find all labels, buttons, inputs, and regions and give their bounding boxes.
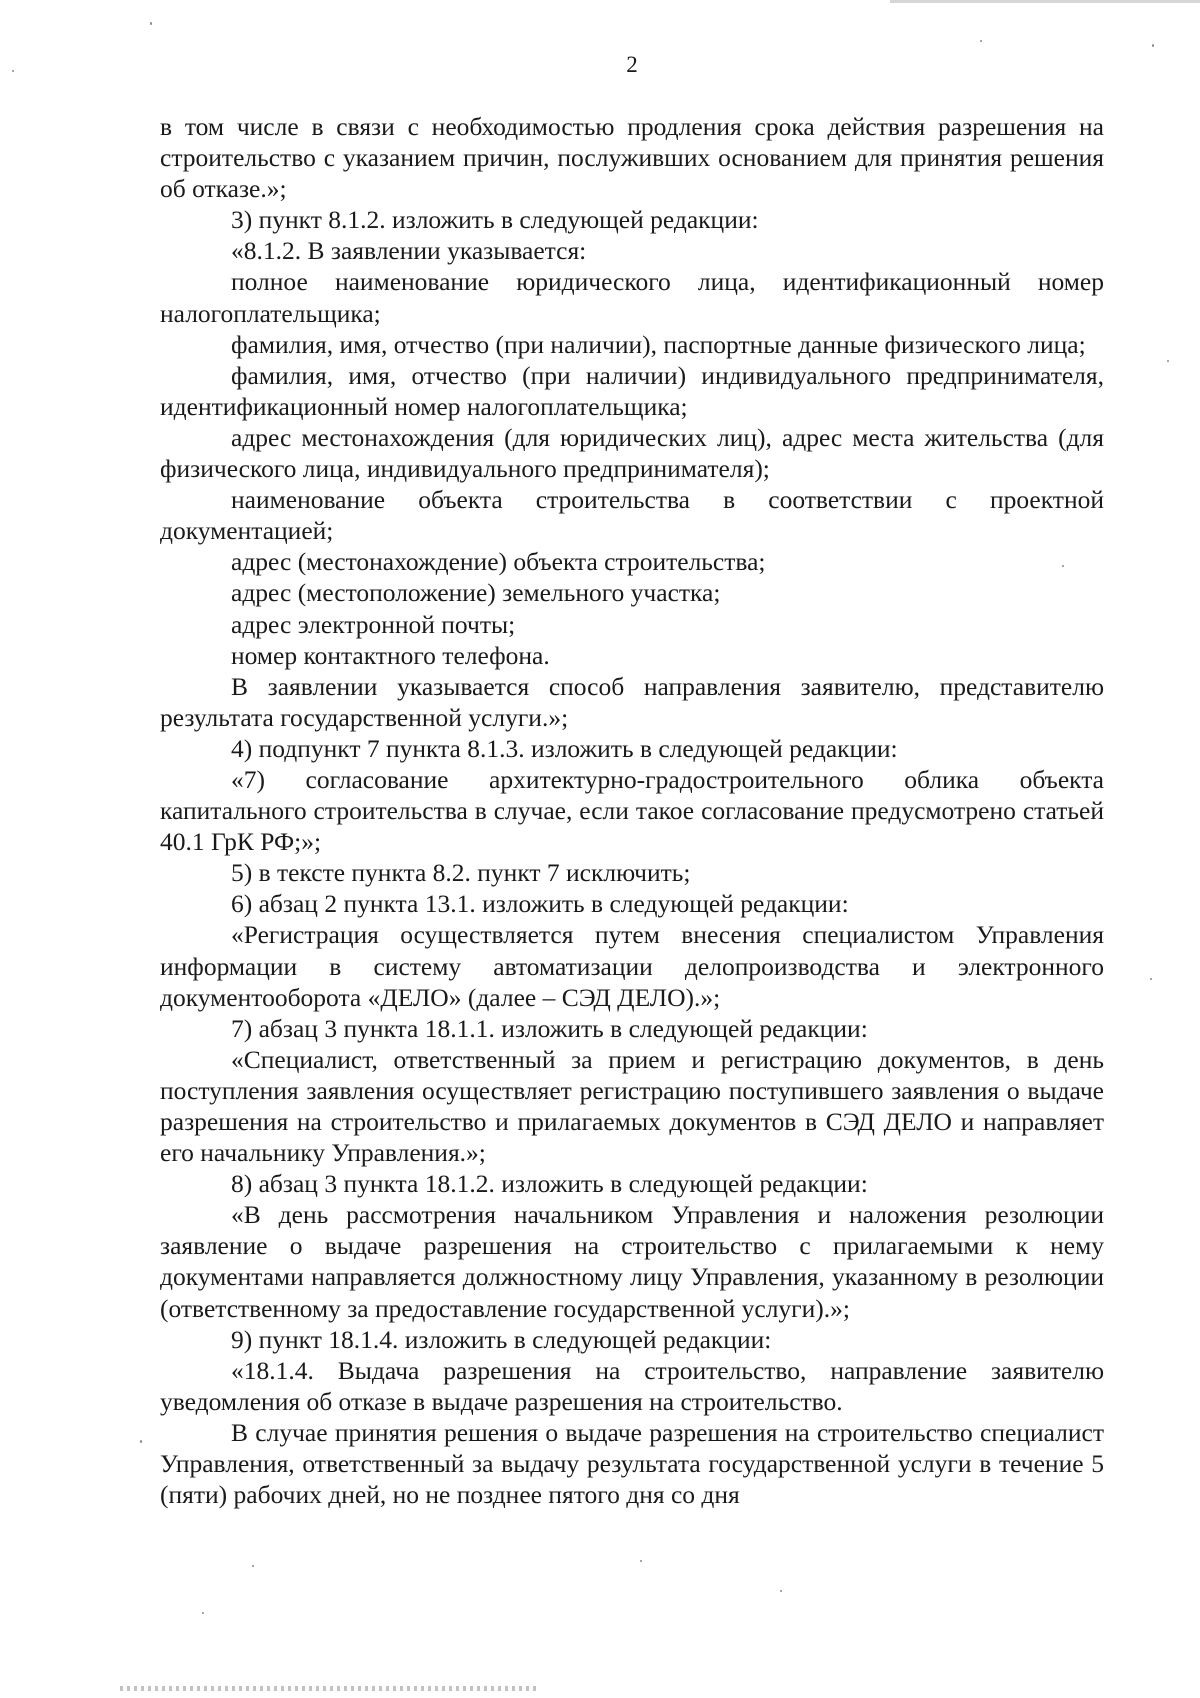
paragraph: «В день рассмотрения начальником Управления и наложения резолюции заявление о выдаче разрешения на строительство с прилагаемыми к нему документами направляется должностному лицу Управления, указанному в резолюции (ответственному за предоставление государственной услуги).»; (160, 1200, 1104, 1323)
scan-speck (1167, 360, 1169, 362)
paragraph: «Специалист, ответственный за прием и регистрацию документов, в день поступления заявления осуществляет регистрацию поступившего заявления о выдаче разрешения на строительство и прилагаемых документов в СЭД ДЕЛО и направляет его начальнику Управления.»; (160, 1044, 1104, 1168)
page-number: 2 (626, 52, 638, 77)
scan-speck (1150, 978, 1152, 980)
scan-speck (640, 1560, 642, 1562)
paragraph: 8) абзац 3 пункта 18.1.2. изложить в следующей редакции: (231, 1169, 868, 1199)
scan-speck (1152, 44, 1154, 47)
paragraph: В случае принятия решения о выдаче разрешения на строительство специалист Управления, ответственный за выдачу результата государственной услуги в течение 5 (пяти) рабочих дней, но не позднее пятого дня со дня (160, 1417, 1104, 1510)
document-body (160, 111, 1104, 1510)
scan-speck (150, 22, 152, 25)
scan-edge-mark (890, 0, 1200, 3)
paragraph: наименование объекта строительства в соответствии с проектной документацией; (160, 485, 1104, 546)
scan-speck (780, 1590, 782, 1592)
scan-speck (12, 70, 14, 72)
paragraph: «8.1.2. В заявлении указывается: (231, 236, 587, 266)
paragraph: «7) согласование архитектурно-градостроительного облика объекта капитального строительства в случае, если такое согласование предусмотрено статьей 40.1 ГрК РФ;»; (160, 764, 1104, 857)
paragraph: 6) абзац 2 пункта 13.1. изложить в следующей редакции: (231, 889, 849, 919)
scan-speck (980, 40, 982, 42)
scan-smudge (120, 1686, 540, 1691)
paragraph: фамилия, имя, отчество (при наличии) индивидуального предпринимателя, идентификационный номер налогоплательщика; (160, 360, 1104, 421)
scan-speck (252, 1565, 254, 1567)
paragraph: адрес (местонахождение) объекта строительства; (231, 547, 766, 577)
paragraph: адрес местонахождения (для юридических лиц), адрес места жительства (для физического лица, индивидуального предпринимателя); (160, 422, 1104, 484)
paragraph: В заявлении указывается способ направления заявителю, представителю результата государственной услуги.»; (160, 671, 1104, 732)
paragraph: 9) пункт 18.1.4. изложить в следующей редакции: (231, 1324, 772, 1354)
paragraph: 7) абзац 3 пункта 18.1.1. изложить в следующей редакции: (231, 1013, 868, 1043)
paragraph: адрес электронной почты; (231, 609, 516, 639)
scan-speck (140, 1440, 142, 1443)
paragraph: «18.1.4. Выдача разрешения на строительство, направление заявителю уведомления об отказе в выдаче разрешения на строительство. (160, 1355, 1104, 1416)
paragraph: адрес (местоположение) земельного участка; (231, 578, 721, 608)
scan-speck (202, 1612, 204, 1614)
scan-speck (1062, 565, 1064, 567)
paragraph: фамилия, имя, отчество (при наличии), паспортные данные физического лица; (231, 329, 1086, 359)
paragraph: номер контактного телефона. (231, 640, 550, 670)
paragraph: полное наименование юридического лица, идентификационный номер налогоплательщика; (160, 267, 1104, 328)
paragraph: 5) в тексте пункта 8.2. пункт 7 исключить; (231, 858, 691, 888)
paragraph: 3) пункт 8.1.2. изложить в следующей редакции: (231, 205, 759, 235)
paragraph: 4) подпункт 7 пункта 8.1.3. изложить в следующей редакции: (231, 733, 898, 763)
paragraph: в том числе в связи с необходимостью продления срока действия разрешения на строительство с указанием причин, послуживших основанием для принятия решения об отказе.»; (160, 112, 1104, 204)
paragraph: «Регистрация осуществляется путем внесения специалистом Управления информации в систему автоматизации делопроизводства и электронного документооборота «ДЕЛО» (далее – СЭД ДЕЛО).»; (160, 920, 1104, 1012)
